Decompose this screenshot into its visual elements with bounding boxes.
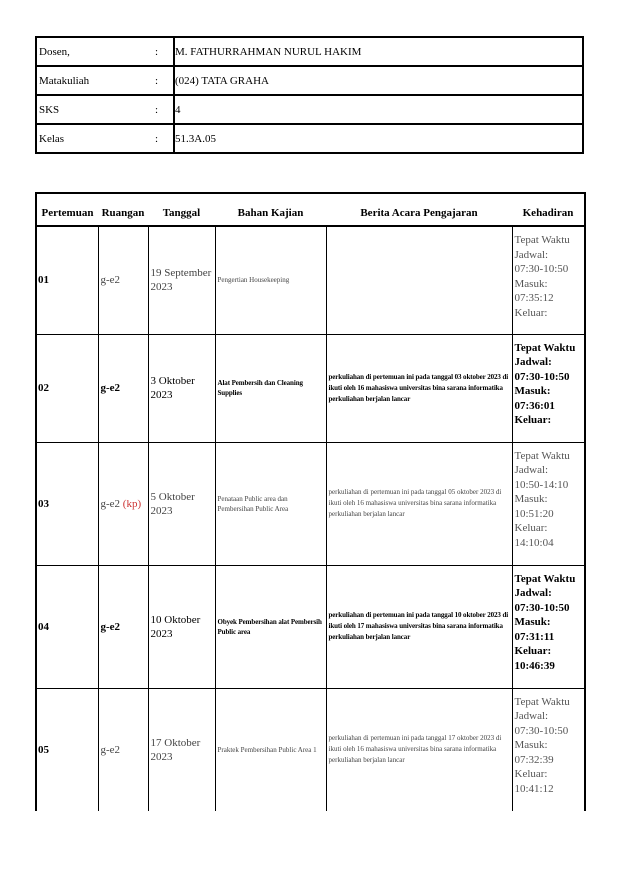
info-label: Dosen, — [39, 46, 70, 58]
attendance-cell — [512, 334, 585, 442]
room-cell — [98, 442, 148, 565]
info-value-lecturer: M. FATHURRAHMAN NURUL HAKIM — [174, 37, 583, 66]
meeting-number: 02 — [36, 334, 98, 442]
check-out-value: 10:41:12 — [514, 782, 554, 795]
schedule-label: Jadwal: — [514, 587, 552, 599]
attendance-status: Tepat Waktu — [514, 341, 576, 354]
schedule-label: Jadwal: — [514, 464, 549, 476]
topic-cell: Obyek Pembersihan alat Pembersih Public area — [215, 565, 326, 688]
room-cell — [98, 688, 148, 811]
check-out-label: Keluar: — [514, 522, 548, 534]
room-code: g-e2 — [100, 743, 121, 756]
room-code: g-e2 — [100, 497, 121, 510]
table-row — [36, 226, 585, 334]
report-cell: perkuliahan di pertemuan ini pada tanggal 10 oktober 2023 di ikuti oleh 17 mahasiswa universitas bina sarana informatika perkuliahan berjalan lancar — [326, 565, 512, 688]
table-row — [36, 688, 585, 811]
attendance-status: Tepat Waktu — [514, 449, 570, 462]
check-out-label: Keluar: — [514, 306, 548, 319]
info-separator: : — [152, 66, 174, 95]
schedule-value: 07:30-10:50 — [514, 263, 569, 275]
info-row-class — [36, 124, 583, 153]
schedule-label: Jadwal: — [514, 248, 549, 261]
check-in-value: 10:51:20 — [514, 507, 554, 520]
meeting-number: 03 — [36, 442, 98, 565]
header-room: Ruangan — [98, 193, 148, 226]
info-label: Matakuliah — [36, 66, 152, 95]
header-date: Tanggal — [148, 193, 215, 226]
info-value-class: 51.3A.05 — [174, 124, 583, 153]
schedule-value: 10:50-14:10 — [514, 478, 569, 491]
header-report: Berita Acara Pengajaran — [326, 193, 512, 226]
info-value-course: (024) TATA GRAHA — [174, 66, 583, 95]
header-attendance: Kehadiran — [512, 193, 585, 226]
date-cell: 5 Oktober 2023 — [148, 442, 215, 565]
check-in-label: Masuk: — [514, 616, 551, 628]
table-row — [36, 442, 585, 565]
check-out-value: 14:10:04 — [514, 536, 554, 549]
report-cell — [326, 226, 512, 334]
info-separator: : — [152, 124, 174, 153]
schedule-label: Jadwal: — [514, 356, 552, 368]
topic-cell: Alat Pembersih dan Cleaning Supplies — [215, 334, 326, 442]
check-in-label: Masuk: — [514, 385, 551, 397]
table-row — [36, 565, 585, 688]
info-label: SKS — [36, 95, 152, 124]
attendance-cell — [512, 688, 585, 811]
attendance-status: Tepat Waktu — [514, 572, 576, 585]
header-meeting: Pertemuan — [36, 193, 98, 226]
attendance-status: Tepat Waktu — [514, 695, 570, 708]
room-code: g-e2 — [100, 274, 121, 287]
header-topic: Bahan Kajian — [215, 193, 326, 226]
schedule-label: Jadwal: — [514, 710, 549, 722]
info-separator: : — [152, 95, 174, 124]
check-in-value: 07:32:39 — [514, 753, 554, 766]
info-row-course — [36, 66, 583, 95]
attendance-cell — [512, 226, 585, 334]
meeting-number: 05 — [36, 688, 98, 811]
report-cell: perkuliahan di pertemuan ini pada tanggal 05 oktober 2023 di ikuti oleh 16 mahasiswa universitas bina sarana informatika perkuliahan berjalan lancar — [326, 442, 512, 565]
room-code: g-e2 — [100, 620, 121, 633]
topic-cell: Praktek Pembersihan Public Area 1 — [215, 688, 326, 811]
meeting-number: 01 — [36, 226, 98, 334]
report-cell: perkuliahan di pertemuan ini pada tanggal 03 oktober 2023 di ikuti oleh 16 mahasiswa universitas bina sarana informatika perkuliahan berjalan lancar — [326, 334, 512, 442]
check-out-value: 10:46:39 — [514, 659, 555, 672]
topic-cell: Penataan Public area dan Pembersihan Public Area — [215, 442, 326, 565]
room-code: g-e2 — [100, 382, 121, 394]
date-cell: 10 Oktober 2023 — [148, 565, 215, 688]
topic-cell: Pengertian Housekeeping — [215, 226, 326, 334]
info-separator: : — [155, 46, 159, 58]
report-cell: perkuliahan di pertemuan ini pada tanggal 17 oktober 2023 di ikuti oleh 16 mahasiswa universitas bina sarana informatika perkuliahan berjalan lancar — [326, 688, 512, 811]
schedule-value: 07:30-10:50 — [514, 370, 570, 383]
schedule-value: 07:30-10:50 — [514, 724, 569, 737]
attendance-header-row — [36, 193, 585, 226]
check-out-label: Keluar: — [514, 414, 552, 426]
date-cell: 3 Oktober 2023 — [148, 334, 215, 442]
date-cell: 17 Oktober 2023 — [148, 688, 215, 811]
info-value-credits: 4 — [174, 95, 583, 124]
check-out-label: Keluar: — [514, 645, 552, 657]
check-in-label: Masuk: — [514, 493, 548, 505]
info-row-credits — [36, 95, 583, 124]
check-in-value: 07:35:12 — [514, 292, 554, 304]
meeting-number: 04 — [36, 565, 98, 688]
check-in-value: 07:31:11 — [514, 630, 555, 643]
info-row-lecturer — [36, 37, 583, 66]
check-out-label: Keluar: — [514, 768, 548, 780]
room-cell — [98, 565, 148, 688]
course-info-table — [35, 36, 584, 154]
room-cell — [98, 334, 148, 442]
info-label: Kelas — [36, 124, 152, 153]
schedule-value: 07:30-10:50 — [514, 601, 570, 614]
room-cell — [98, 226, 148, 334]
attendance-cell — [512, 442, 585, 565]
check-in-value: 07:36:01 — [514, 399, 555, 412]
attendance-status: Tepat Waktu — [514, 234, 570, 246]
date-cell: 19 September 2023 — [148, 226, 215, 334]
check-in-label: Masuk: — [514, 277, 548, 290]
room-note: (kp) — [122, 497, 142, 510]
attendance-table — [35, 192, 586, 811]
table-row — [36, 334, 585, 442]
attendance-cell — [512, 565, 585, 688]
check-in-label: Masuk: — [514, 739, 548, 751]
